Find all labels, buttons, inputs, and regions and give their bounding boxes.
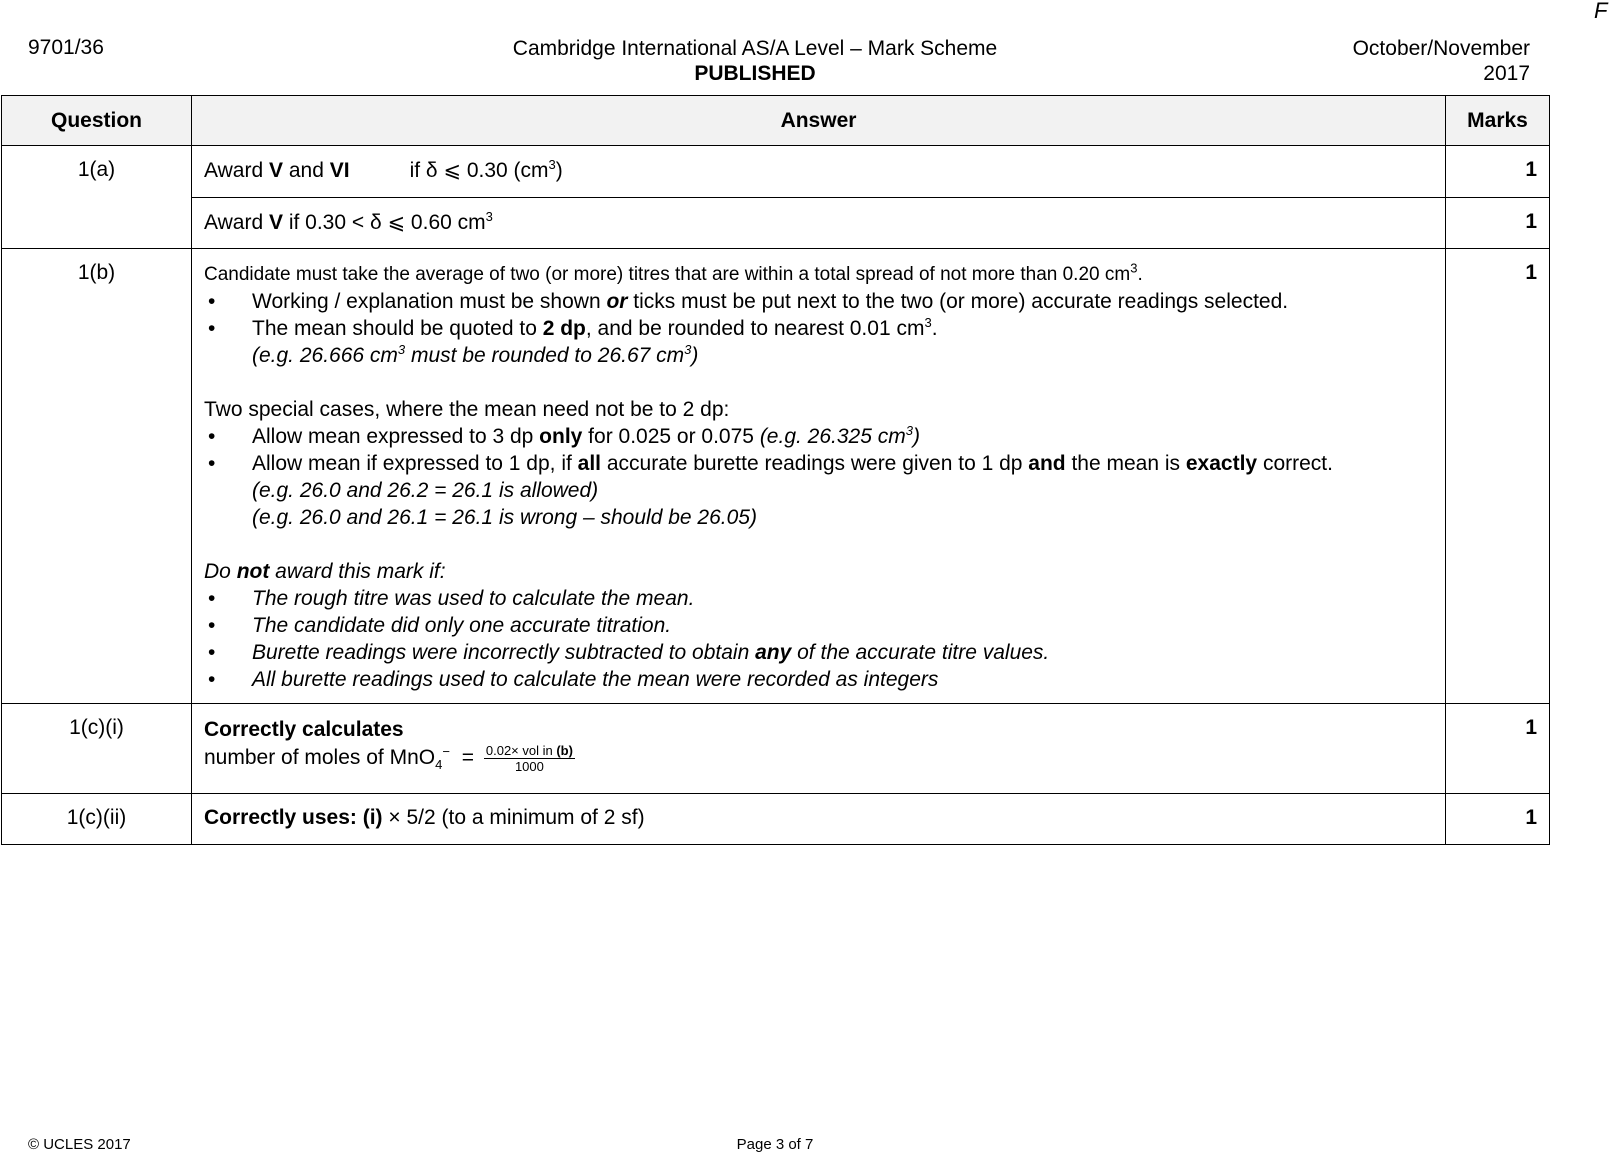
session-year: 2017 [1483,62,1530,85]
list-item: • Working / explanation must be shown or ticks must be put next to the two (or more) accurate readings selected. [208,290,1289,313]
list-item: • Burette readings were incorrectly subtracted to obtain any of the accurate titre values. [208,641,1050,664]
answer-cell [192,249,1446,704]
answer-cell: Correctly uses: (i) × 5/2 (to a minimum of 2 sf) [192,794,1446,845]
mark-value: 1 [1446,146,1550,198]
session-label [1200,36,1530,86]
moles-formula: number of moles of MnO$_4$− = $\frac{\text{0.02× vol in (b)}}{1000}$ [204,743,573,774]
mark-value: 1 [1446,198,1550,249]
answer-column-header: Answer [192,96,1446,146]
question-number: 1(c)(ii) [2,794,192,845]
answer-cell [192,704,1446,794]
mark-value: 1 [1446,794,1550,845]
do-not-heading: Do not award this mark if: [204,560,446,583]
table-header-row [2,96,1550,146]
list-item: • All burette readings used to calculate the mean were recorded as integers [208,668,939,691]
corner-mark: F [1594,0,1608,23]
header-title-block [455,36,1055,86]
session-month: October/November [1352,37,1530,60]
question-number: 1(c)(i) [2,704,192,794]
mark-scheme-table [1,95,1550,845]
copyright-notice: © UCLES 2017 [28,1136,131,1153]
list-item: • Allow mean expressed to 3 dp only for 0.025 or 0.075 (e.g. 26.325 $cm^3$) [208,423,920,448]
table-row [2,794,1550,845]
published-label: PUBLISHED [694,62,816,85]
page-number: Page 3 of 7 [736,1136,814,1153]
example-text: (e.g. 26.0 and 26.2 = 26.1 is allowed) [252,479,599,502]
table-row [2,704,1550,794]
special-cases-heading: Two special cases, where the mean need not be to 2 dp: [204,398,730,421]
question-number: 1(a) [2,146,192,249]
question-number: 1(b) [2,249,192,704]
mark-value: 1 [1446,249,1550,704]
marks-column-header: Marks [1446,96,1550,146]
list-item: • The candidate did only one accurate titration. [208,614,672,637]
answer-intro: Candidate must take the average of two (or more) titres that are within a total spread of not more than 0.20 $cm^3$. [204,260,1143,285]
table-row [2,146,1550,198]
paper-code: 9701/36 [28,36,104,59]
list-item: • Allow mean if expressed to 1 dp, if all accurate burette readings were given to 1 dp and the mean is exactly correct. [208,452,1333,475]
answer-heading: Correctly calculates [204,718,404,741]
example-text: (e.g. 26.0 and 26.1 = 26.1 is wrong – should be 26.05) [252,506,757,529]
list-item: • The mean should be quoted to 2 dp, and be rounded to nearest 0.01 $cm^3$. [208,315,938,340]
answer-cell: Award V if 0.30 < δ ⩽ 0.60 $cm^3$ [192,198,1446,249]
question-column-header: Question [2,96,192,146]
list-item: • The rough titre was used to calculate the mean. [208,587,695,610]
table-row [2,198,1550,249]
table-row [2,249,1550,704]
document-title: Cambridge International AS/A Level – Mark Scheme [512,37,998,60]
mark-value: 1 [1446,704,1550,794]
example-text: (e.g. 26.666 $cm^3$ must be rounded to 26.67 $cm^3$) [252,342,699,367]
answer-cell: Award V and VI if δ ⩽ 0.30 $(cm^3)$ [192,146,1446,198]
fraction: $\frac{\text{0.02× vol in (b)}}{1000}$ [485,743,573,774]
